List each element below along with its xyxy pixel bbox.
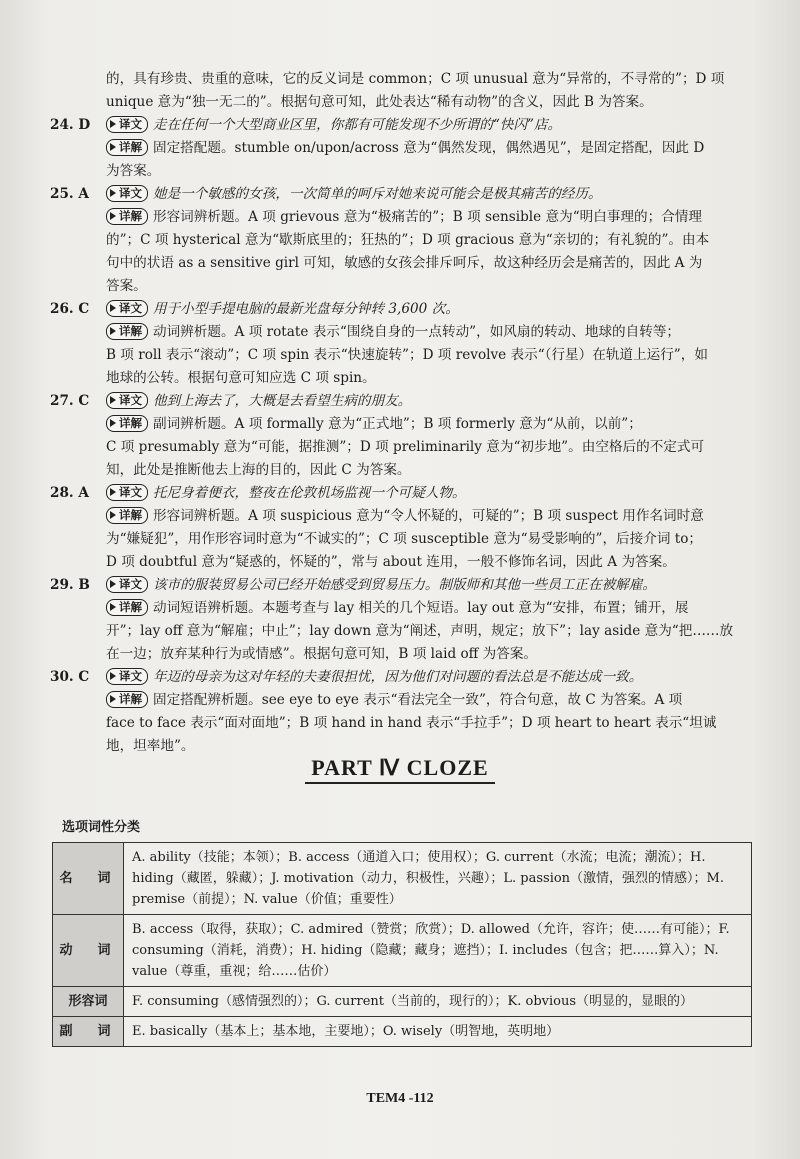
explanation-text: D 项 doubtful 意为“疑惑的，怀疑的”，常与 about 连用，一般不修饰名词，因此 A 为答案。 <box>106 554 676 570</box>
label-text: 译文 <box>119 577 142 591</box>
explanation-line <box>106 643 760 666</box>
label-text: 详解 <box>119 324 142 338</box>
word-class-row <box>53 915 752 987</box>
pointer-icon <box>110 603 116 611</box>
explanation-line <box>106 505 760 528</box>
explanation-label <box>106 139 148 156</box>
explanation-text: 地，坦率地”。 <box>106 738 195 754</box>
explanation-line <box>106 275 760 298</box>
explanation-text: 动词辨析题。A 项 rotate 表示“围绕自身的一点转动”，如风扇的转动、地球的自转等； <box>153 324 681 340</box>
translation-line <box>106 114 760 137</box>
translation-text: 该市的服装贸易公司已经开始感受到贸易压力。制版师和其他一些员工正在被解雇。 <box>153 577 656 593</box>
explanation-line <box>106 252 760 275</box>
label-text: 译文 <box>119 393 142 407</box>
question-entry <box>50 114 760 183</box>
pointer-icon <box>110 212 116 220</box>
explanation-line <box>106 436 760 459</box>
explanation-text: 在一边；放弃某种行为或情感”。根据句意可知，B 项 laid off 为答案。 <box>106 646 538 662</box>
question-entry <box>50 298 760 390</box>
explanation-text: 的”；C 项 hysterical 意为“歇斯底里的；狂热的”；D 项 gracious 意为“亲切的；有礼貌的”。由本 <box>106 232 710 248</box>
explanation-line <box>106 321 760 344</box>
part-title: PART Ⅳ CLOZE <box>0 755 800 784</box>
translation-label <box>106 484 148 501</box>
word-class-items: A. ability（技能；本领）；B. access（通道入口；使用权）；G. current（水流；电流；潮流）；H. hiding（藏匿，躲藏）；J. motivation（动力，积极性，兴趣）；L. passion（激情，强烈的情感）；M. premise（前提）；N. value（价值；重要性） <box>124 843 752 915</box>
translation-line <box>106 666 760 689</box>
explanation-text: 副词辨析题。A 项 formally 意为“正式地”；B 项 formerly 意为“从前，以前”； <box>153 416 642 432</box>
translation-text: 她是一个敏感的女孩，一次简单的呵斥对她来说可能会是极其痛苦的经历。 <box>153 186 602 202</box>
word-class-items: F. consuming（感情强烈的）；G. current（当前的，现行的）；K. obvious（明显的，显眼的） <box>124 987 752 1017</box>
explanation-label <box>106 208 148 225</box>
translation-label <box>106 185 148 202</box>
pointer-icon <box>110 672 116 680</box>
explanation-text: 句中的状语 as a sensitive girl 可知，敏感的女孩会排斥呵斥，故这种经历会是痛苦的，因此 A 为 <box>106 255 703 271</box>
label-text: 详解 <box>119 600 142 614</box>
explanation-line <box>106 459 760 482</box>
question-entry <box>50 183 760 298</box>
intro-line: 的，具有珍贵、贵重的意味，它的反义词是 common；C 项 unusual 意为“异常的，不寻常的”；D 项 <box>106 71 725 87</box>
question-number: 27. C <box>50 393 90 409</box>
explanation-line <box>106 137 760 160</box>
explanation-line <box>106 689 760 712</box>
explanation-text: 开”；lay off 意为“解雇；中止”；lay down 意为“阐述，声明，规定；放下”；lay aside 意为“把……放 <box>106 623 734 639</box>
explanation-text: 地球的公转。根据句意可知应选 C 项 spin。 <box>106 370 376 386</box>
page-number: TEM4 -112 <box>366 1091 434 1106</box>
explanation-line <box>106 413 760 436</box>
translation-label <box>106 668 148 685</box>
explanation-text: B 项 roll 表示“滚动”；C 项 spin 表示“快速旋转”；D 项 revolve 表示“（行星）在轨道上运行”，如 <box>106 347 708 363</box>
word-class-row <box>53 1017 752 1047</box>
intro-paragraph <box>50 68 760 114</box>
label-text: 详解 <box>119 692 142 706</box>
explanation-text: 形容词辨析题。A 项 grievous 意为“极痛苦的”；B 项 sensible 意为“明白事理的；合情理 <box>153 209 702 225</box>
label-text: 详解 <box>119 140 142 154</box>
word-class-table <box>52 842 752 1047</box>
label-text: 译文 <box>119 669 142 683</box>
explanation-label <box>106 415 148 432</box>
pointer-icon <box>110 143 116 151</box>
explanation-text: face to face 表示“面对面地”；B 项 hand in hand 表示“手拉手”；D 项 heart to heart 表示“坦诚 <box>106 715 717 731</box>
translation-text: 年迈的母亲为这对年轻的夫妻很担忧，因为他们对问题的看法总是不能达成一致。 <box>153 669 643 685</box>
label-text: 译文 <box>119 117 142 131</box>
translation-line <box>106 390 760 413</box>
translation-text: 走在任何一个大型商业区里，你都有可能发现不少所谓的“快闪”店。 <box>153 117 562 133</box>
label-text: 详解 <box>119 508 142 522</box>
word-class-category: 动 词 <box>53 915 124 987</box>
label-text: 译文 <box>119 186 142 200</box>
explanation-text: 固定搭配题。stumble on/upon/across 意为“偶然发现，偶然遇见”，是固定搭配，因此 D <box>153 140 705 156</box>
pointer-icon <box>110 120 116 128</box>
explanation-text: 动词短语辨析题。本题考查与 lay 相关的几个短语。lay out 意为“安排，布置；铺开，展 <box>153 600 689 616</box>
explanation-line <box>106 160 760 183</box>
label-text: 译文 <box>119 301 142 315</box>
pointer-icon <box>110 580 116 588</box>
explanation-line <box>106 551 760 574</box>
translation-text: 托尼身着便衣，整夜在伦敦机场监视一个可疑人物。 <box>153 485 466 501</box>
translation-label <box>106 576 148 593</box>
entry-list <box>50 114 760 758</box>
pointer-icon <box>110 695 116 703</box>
question-entry <box>50 574 760 666</box>
explanation-label <box>106 599 148 616</box>
pointer-icon <box>110 488 116 496</box>
explanation-text: 知，此处是推断他去上海的目的，因此 C 为答案。 <box>106 462 411 478</box>
explanation-line <box>106 597 760 620</box>
question-entry <box>50 666 760 758</box>
translation-line <box>106 183 760 206</box>
pointer-icon <box>110 327 116 335</box>
word-class-row <box>53 987 752 1017</box>
explanation-label <box>106 507 148 524</box>
explanation-line <box>106 528 760 551</box>
translation-line <box>106 574 760 597</box>
translation-text: 用于小型手提电脑的最新光盘每分钟转 3,600 次。 <box>153 301 459 317</box>
word-class-category: 副 词 <box>53 1017 124 1047</box>
question-number: 24. D <box>50 117 91 133</box>
translation-label <box>106 300 148 317</box>
label-text: 详解 <box>119 416 142 430</box>
translation-line <box>106 298 760 321</box>
word-class-category: 形容词 <box>53 987 124 1017</box>
question-number: 26. C <box>50 301 90 317</box>
word-class-items: B. access（取得，获取）；C. admired（赞赏；欣赏）；D. allowed（允许，容许；使……有可能）；F. consuming（消耗，消费）；H. hiding（隐藏；藏身；遮挡）；I. includes（包含；把……算入）；N. value（尊重，重视；给……估价） <box>124 915 752 987</box>
explanation-line <box>106 367 760 390</box>
translation-line <box>106 482 760 505</box>
section-title: 选项词性分类 <box>62 820 141 835</box>
question-number: 25. A <box>50 186 89 202</box>
label-text: 译文 <box>119 485 142 499</box>
question-entry <box>50 482 760 574</box>
question-entry <box>50 390 760 482</box>
pointer-icon <box>110 419 116 427</box>
word-class-row <box>53 843 752 915</box>
pointer-icon <box>110 511 116 519</box>
explanation-line <box>106 206 760 229</box>
explanation-line <box>106 712 760 735</box>
word-class-items: E. basically（基本上；基本地，主要地）；O. wisely（明智地，英明地） <box>124 1017 752 1047</box>
translation-text: 他到上海去了，大概是去看望生病的朋友。 <box>153 393 412 409</box>
explanation-text: 为答案。 <box>106 163 161 179</box>
explanation-text: 形容词辨析题。A 项 suspicious 意为“令人怀疑的，可疑的”；B 项 suspect 用作名词时意 <box>153 508 704 524</box>
pointer-icon <box>110 396 116 404</box>
answer-explanations <box>50 68 760 758</box>
explanation-text: 答案。 <box>106 278 147 294</box>
explanation-text: 为“嫌疑犯”，用作形容词时意为“不诚实的”；C 项 susceptible 意为“易受影响的”，后接介词 to； <box>106 531 702 547</box>
explanation-line <box>106 229 760 252</box>
explanation-line <box>106 620 760 643</box>
pointer-icon <box>110 304 116 312</box>
label-text: 详解 <box>119 209 142 223</box>
question-number: 28. A <box>50 485 89 501</box>
intro-line: unique 意为“独一无二的”。根据句意可知，此处表达“稀有动物”的含义，因此 B 为答案。 <box>106 94 653 110</box>
question-number: 29. B <box>50 577 90 593</box>
explanation-line <box>106 344 760 367</box>
explanation-label <box>106 323 148 340</box>
explanation-label <box>106 691 148 708</box>
explanation-text: C 项 presumably 意为“可能，据推测”；D 项 preliminarily 意为“初步地”。由空格后的不定式可 <box>106 439 705 455</box>
translation-label <box>106 116 148 133</box>
word-class-category: 名 词 <box>53 843 124 915</box>
translation-label <box>106 392 148 409</box>
pointer-icon <box>110 189 116 197</box>
explanation-text: 固定搭配辨析题。see eye to eye 表示“看法完全一致”，符合句意，故 C 为答案。A 项 <box>153 692 683 708</box>
question-number: 30. C <box>50 669 90 685</box>
